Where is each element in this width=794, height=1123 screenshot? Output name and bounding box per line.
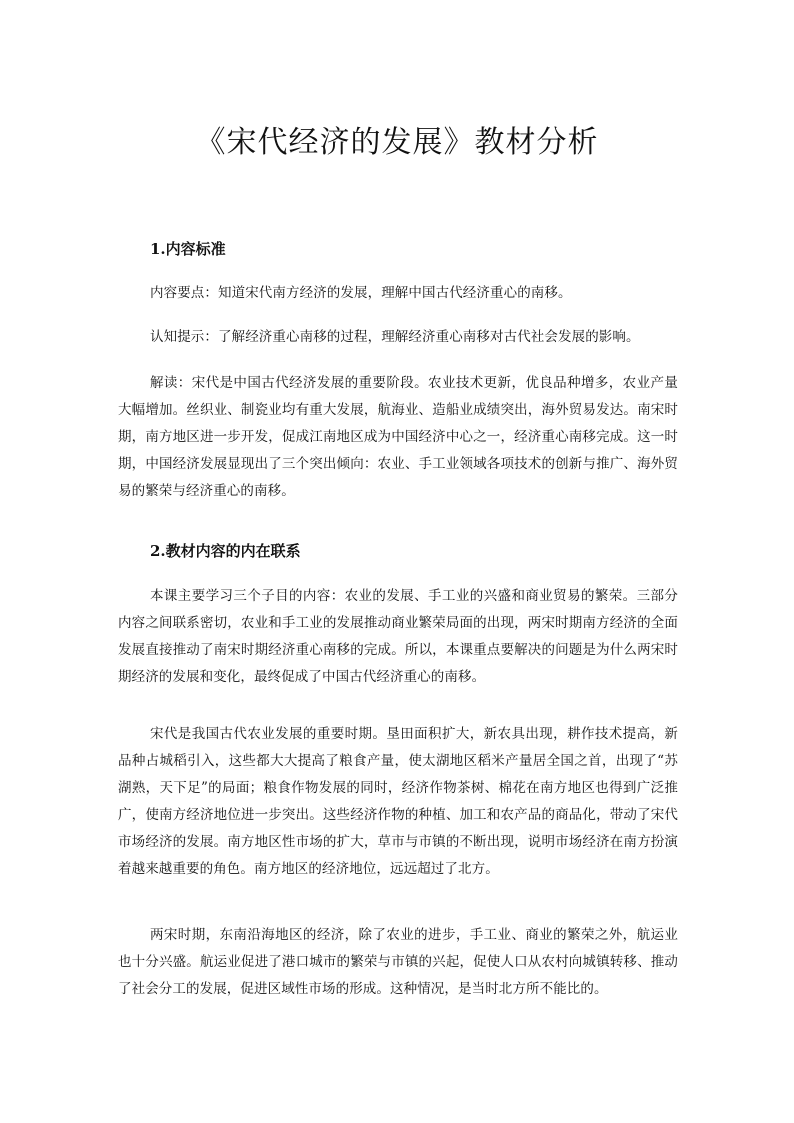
paragraph-agriculture: 宋代是我国古代农业发展的重要时期。垦田面积扩大，新农具出现，耕作技术提高，新品种占城稻引入，这些都大大提高了粮食产量，使太湖地区稻米产量居全国之首，出现了“苏湖熟，天下足”的局面；粮食作物发展的同时，经济作物茶树、棉花在南方地区也得到广泛推广，使南方经济地位进一步突出。这些经济作物的种植、加工和农产品的商品化，带动了宋代市场经济的发展。南方地区性市场的扩大，草市与市镇的不断出现，说明市场经济在南方扮演着越来越重要的角色。南方地区的经济地位，远远超过了北方。 <box>118 726 678 877</box>
paragraph-interpretation: 解读：宋代是中国古代经济发展的重要阶段。农业技术更新，优良品种增多，农业产量大幅增加。丝织业、制瓷业均有重大发展，航海业、造船业成绩突出，海外贸易发达。南宋时期，南方地区进一步开发，促成江南地区成为中国经济中心之一，经济重心南移完成。这一时期，中国经济发展显现出了三个突出倾向：农业、手工业领域各项技术的创新与推广、海外贸易的繁荣与经济重心的南移。 <box>118 375 678 499</box>
paragraph-lesson-overview: 本课主要学习三个子目的内容：农业的发展、手工业的兴盛和商业贸易的繁荣。三部分内容之间联系密切，农业和手工业的发展推动商业繁荣局面的出现，两宋时期南方经济的全面发展直接推动了南宋时期经济重心南移的完成。所以，本课重点要解决的问题是为什么两宋时期经济的发展和变化，最终促成了中国古代经济重心的南移。 <box>118 588 678 685</box>
paragraph-content-points: 内容要点：知道宋代南方经济的发展，理解中国古代经济重心的南移。 <box>150 285 572 301</box>
section-heading-content-standard: 1.内容标准 <box>150 240 226 258</box>
document-title: 《宋代经济的发展》教材分析 <box>195 125 599 160</box>
paragraph-shipping: 两宋时期，东南沿海地区的经济，除了农业的进步，手工业、商业的繁荣之外，航运业也十分兴盛。航运业促进了港口城市的繁荣与市镇的兴起，促使人口从农村向城镇转移、推动了社会分工的发展，促进区域性市场的形成。这种情况，是当时北方所不能比的。 <box>118 927 678 997</box>
section-heading-internal-connection: 2.教材内容的内在联系 <box>150 542 301 560</box>
paragraph-cognitive-hint: 认知提示：了解经济重心南移的过程，理解经济重心南移对古代社会发展的影响。 <box>150 329 640 345</box>
